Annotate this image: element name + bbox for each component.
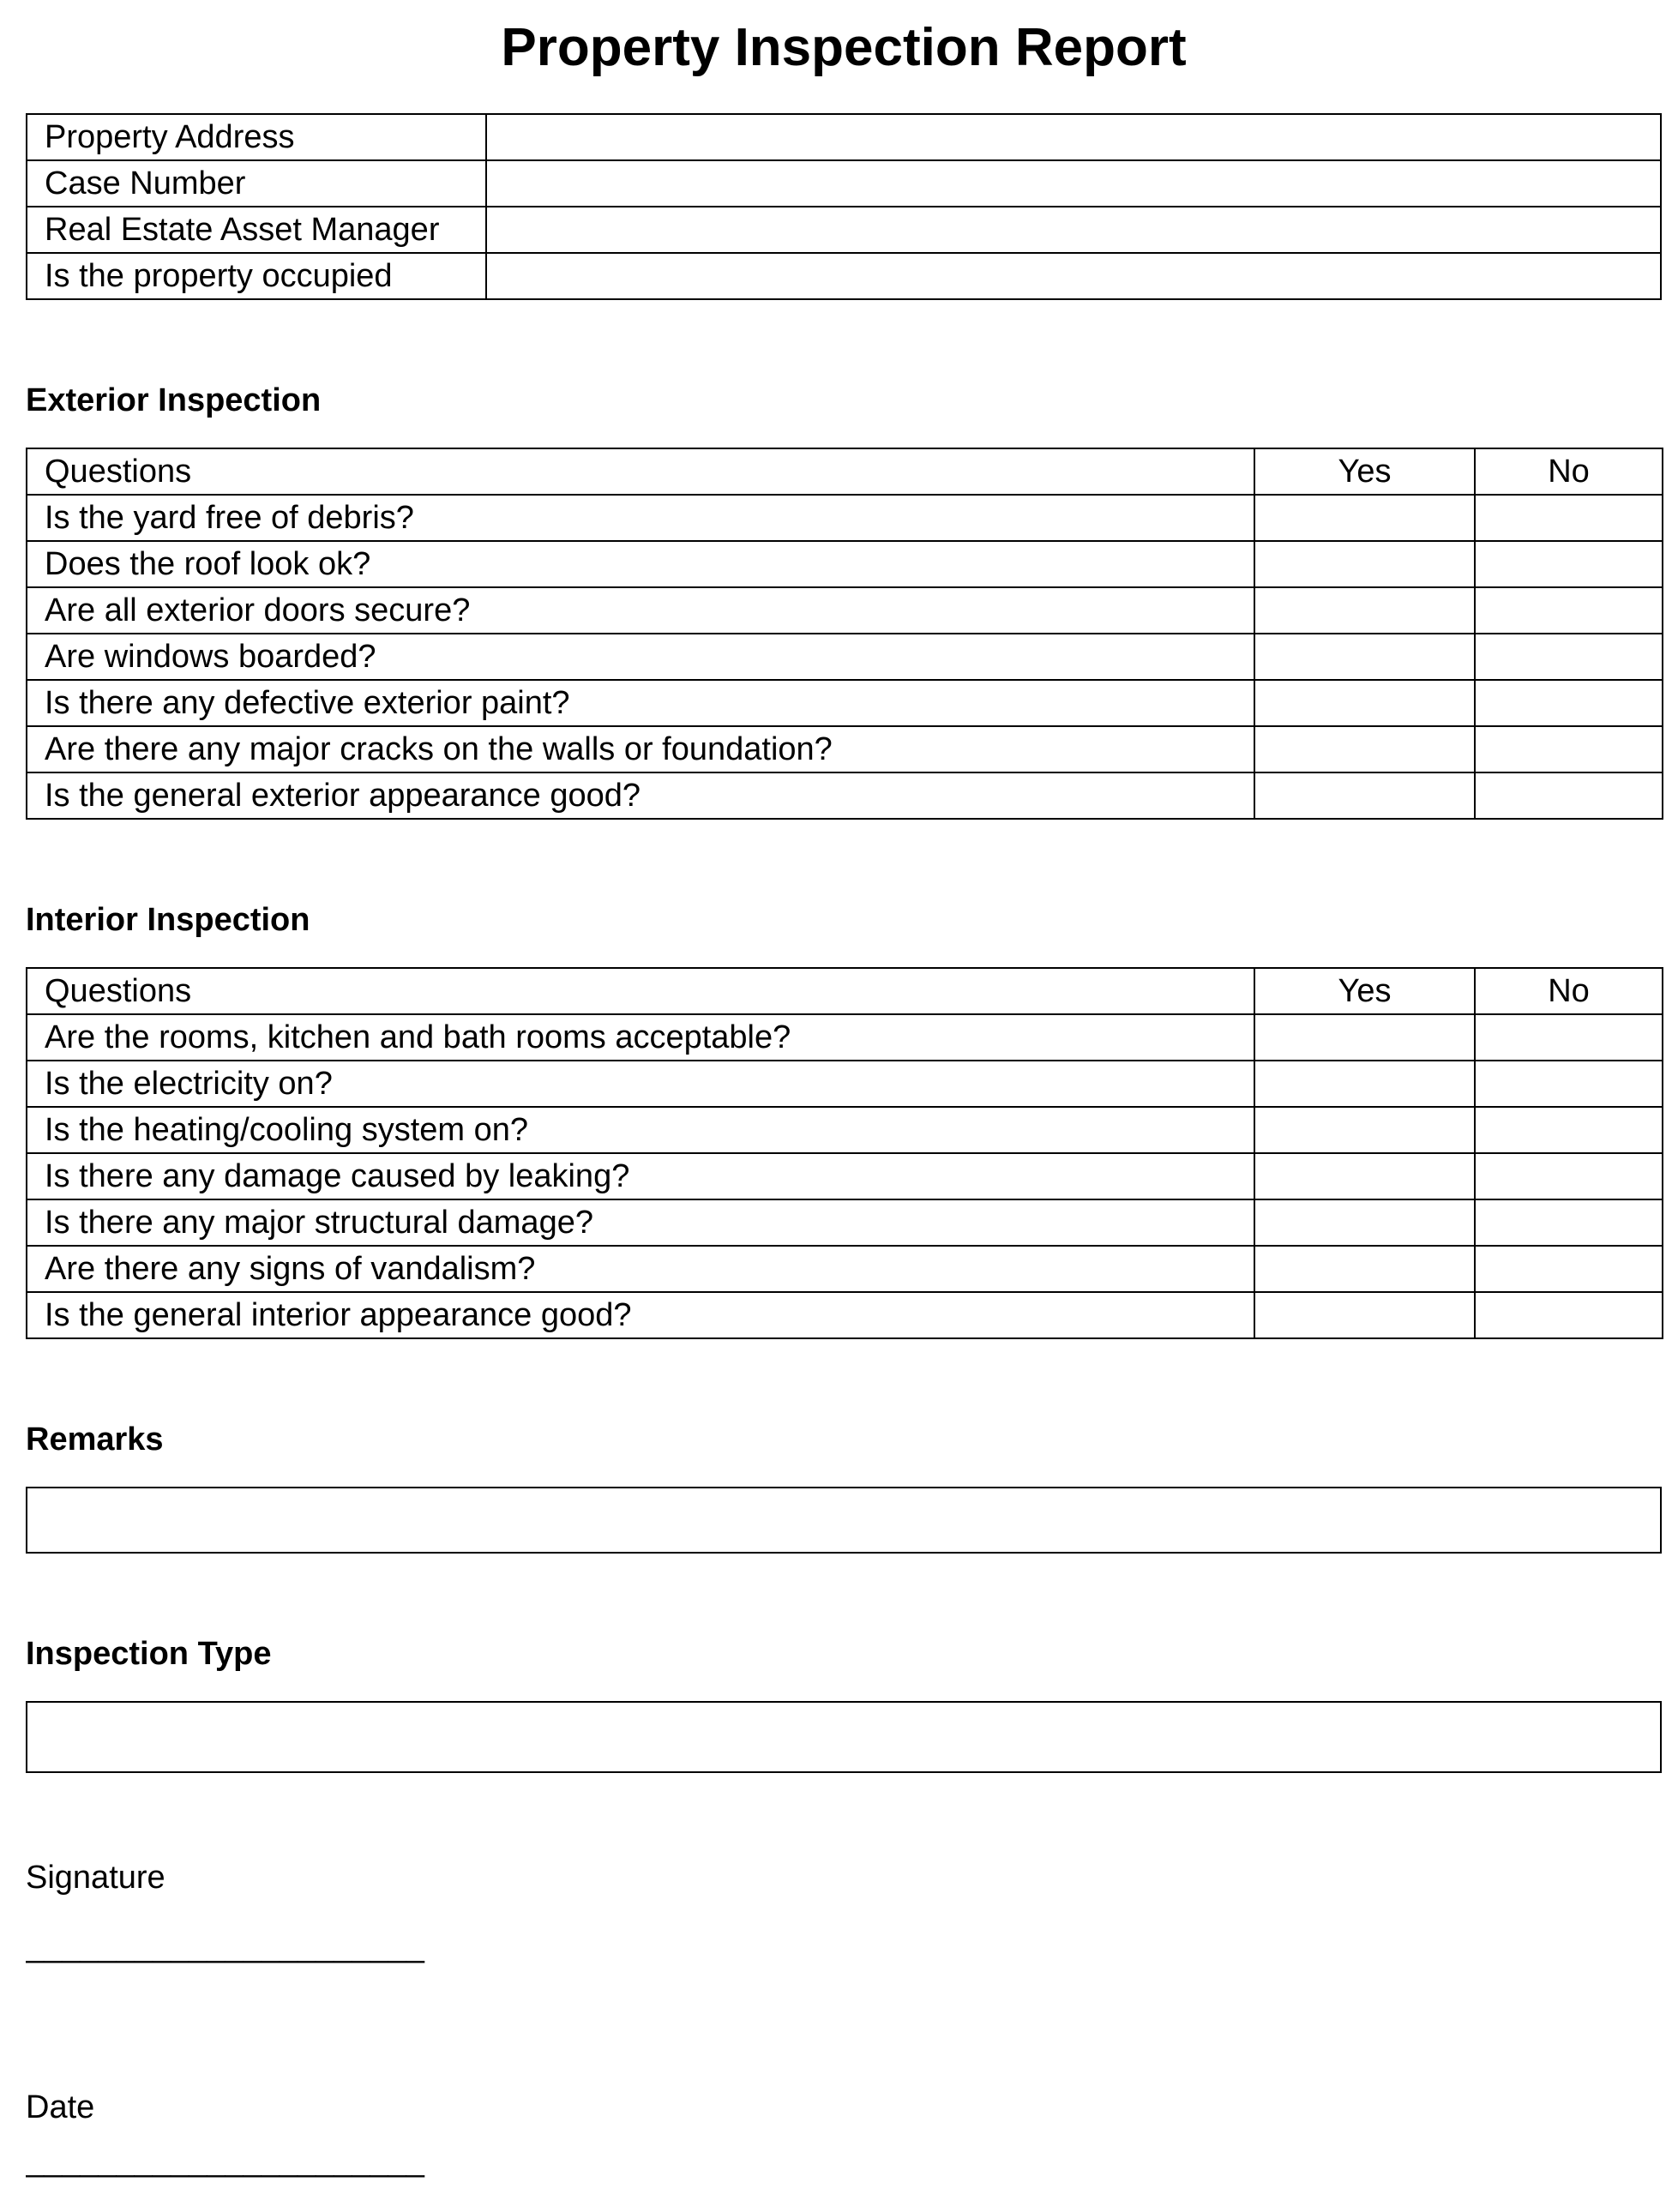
property-occupied-label: Is the property occupied bbox=[27, 253, 486, 299]
no-answer-cell bbox=[1475, 1246, 1663, 1292]
remarks-box bbox=[26, 1487, 1662, 1554]
question-cell: Is the general interior appearance good? bbox=[27, 1292, 1254, 1338]
interior-inspection-table bbox=[26, 967, 1663, 1339]
yes-answer-cell bbox=[1254, 1292, 1475, 1338]
table-row bbox=[27, 587, 1663, 634]
table-row bbox=[27, 1014, 1663, 1061]
yes-answer-cell bbox=[1254, 1014, 1475, 1061]
interior-section-heading: Interior Inspection bbox=[26, 902, 310, 938]
table-row bbox=[27, 1246, 1663, 1292]
table-row bbox=[27, 253, 1661, 299]
signature-line: ______________________ bbox=[26, 1928, 424, 1964]
table-row bbox=[27, 160, 1661, 207]
yes-answer-cell bbox=[1254, 1107, 1475, 1153]
exterior-inspection-table bbox=[26, 448, 1663, 820]
exterior-section-heading: Exterior Inspection bbox=[26, 382, 322, 418]
table-row bbox=[27, 1153, 1663, 1199]
yes-answer-cell bbox=[1254, 634, 1475, 680]
inspection-type-box bbox=[26, 1701, 1662, 1773]
table-header-row bbox=[27, 968, 1663, 1014]
table-row bbox=[27, 634, 1663, 680]
question-cell: Is the yard free of debris? bbox=[27, 495, 1254, 541]
exterior-no-column-header: No bbox=[1475, 448, 1663, 495]
yes-answer-cell bbox=[1254, 587, 1475, 634]
property-address-value-cell bbox=[486, 114, 1661, 160]
question-cell: Is there any damage caused by leaking? bbox=[27, 1153, 1254, 1199]
no-answer-cell bbox=[1475, 495, 1663, 541]
interior-yes-column-header: Yes bbox=[1254, 968, 1475, 1014]
case-number-label: Case Number bbox=[27, 160, 486, 207]
table-row bbox=[27, 541, 1663, 587]
yes-answer-cell bbox=[1254, 1153, 1475, 1199]
interior-no-column-header: No bbox=[1475, 968, 1663, 1014]
table-row bbox=[27, 1199, 1663, 1246]
question-cell: Are windows boarded? bbox=[27, 634, 1254, 680]
no-answer-cell bbox=[1475, 1061, 1663, 1107]
no-answer-cell bbox=[1475, 726, 1663, 772]
table-header-row bbox=[27, 448, 1663, 495]
question-cell: Is there any defective exterior paint? bbox=[27, 680, 1254, 726]
no-answer-cell bbox=[1475, 1292, 1663, 1338]
no-answer-cell bbox=[1475, 1107, 1663, 1153]
interior-questions-column-header: Questions bbox=[27, 968, 1254, 1014]
no-answer-cell bbox=[1475, 1153, 1663, 1199]
property-info-table bbox=[26, 113, 1662, 300]
no-answer-cell bbox=[1475, 1014, 1663, 1061]
date-line: ______________________ bbox=[26, 2143, 424, 2179]
yes-answer-cell bbox=[1254, 1246, 1475, 1292]
table-row bbox=[27, 726, 1663, 772]
question-cell: Is there any major structural damage? bbox=[27, 1199, 1254, 1246]
asset-manager-label: Real Estate Asset Manager bbox=[27, 207, 486, 253]
exterior-yes-column-header: Yes bbox=[1254, 448, 1475, 495]
exterior-questions-column-header: Questions bbox=[27, 448, 1254, 495]
question-cell: Are the rooms, kitchen and bath rooms acceptable? bbox=[27, 1014, 1254, 1061]
no-answer-cell bbox=[1475, 541, 1663, 587]
question-cell: Are all exterior doors secure? bbox=[27, 587, 1254, 634]
report-page bbox=[0, 17, 1672, 2212]
yes-answer-cell bbox=[1254, 495, 1475, 541]
yes-answer-cell bbox=[1254, 541, 1475, 587]
page-title: Property Inspection Report bbox=[501, 18, 1187, 77]
question-cell: Is the general exterior appearance good? bbox=[27, 772, 1254, 819]
question-cell: Is the heating/cooling system on? bbox=[27, 1107, 1254, 1153]
property-address-label: Property Address bbox=[27, 114, 486, 160]
asset-manager-value-cell bbox=[486, 207, 1661, 253]
remarks-section-heading: Remarks bbox=[26, 1422, 164, 1458]
table-row bbox=[27, 207, 1661, 253]
yes-answer-cell bbox=[1254, 680, 1475, 726]
signature-label: Signature bbox=[26, 1860, 165, 1896]
case-number-value-cell bbox=[486, 160, 1661, 207]
table-row bbox=[27, 495, 1663, 541]
table-row bbox=[27, 680, 1663, 726]
no-answer-cell bbox=[1475, 1199, 1663, 1246]
table-row bbox=[27, 772, 1663, 819]
inspection-type-section-heading: Inspection Type bbox=[26, 1636, 272, 1672]
no-answer-cell bbox=[1475, 680, 1663, 726]
no-answer-cell bbox=[1475, 772, 1663, 819]
question-cell: Does the roof look ok? bbox=[27, 541, 1254, 587]
no-answer-cell bbox=[1475, 634, 1663, 680]
table-row bbox=[27, 114, 1661, 160]
question-cell: Are there any signs of vandalism? bbox=[27, 1246, 1254, 1292]
table-row bbox=[27, 1292, 1663, 1338]
date-label: Date bbox=[26, 2089, 95, 2125]
yes-answer-cell bbox=[1254, 1061, 1475, 1107]
property-occupied-value-cell bbox=[486, 253, 1661, 299]
table-row bbox=[27, 1061, 1663, 1107]
no-answer-cell bbox=[1475, 587, 1663, 634]
yes-answer-cell bbox=[1254, 726, 1475, 772]
table-row bbox=[27, 1107, 1663, 1153]
yes-answer-cell bbox=[1254, 1199, 1475, 1246]
yes-answer-cell bbox=[1254, 772, 1475, 819]
question-cell: Is the electricity on? bbox=[27, 1061, 1254, 1107]
question-cell: Are there any major cracks on the walls or foundation? bbox=[27, 726, 1254, 772]
